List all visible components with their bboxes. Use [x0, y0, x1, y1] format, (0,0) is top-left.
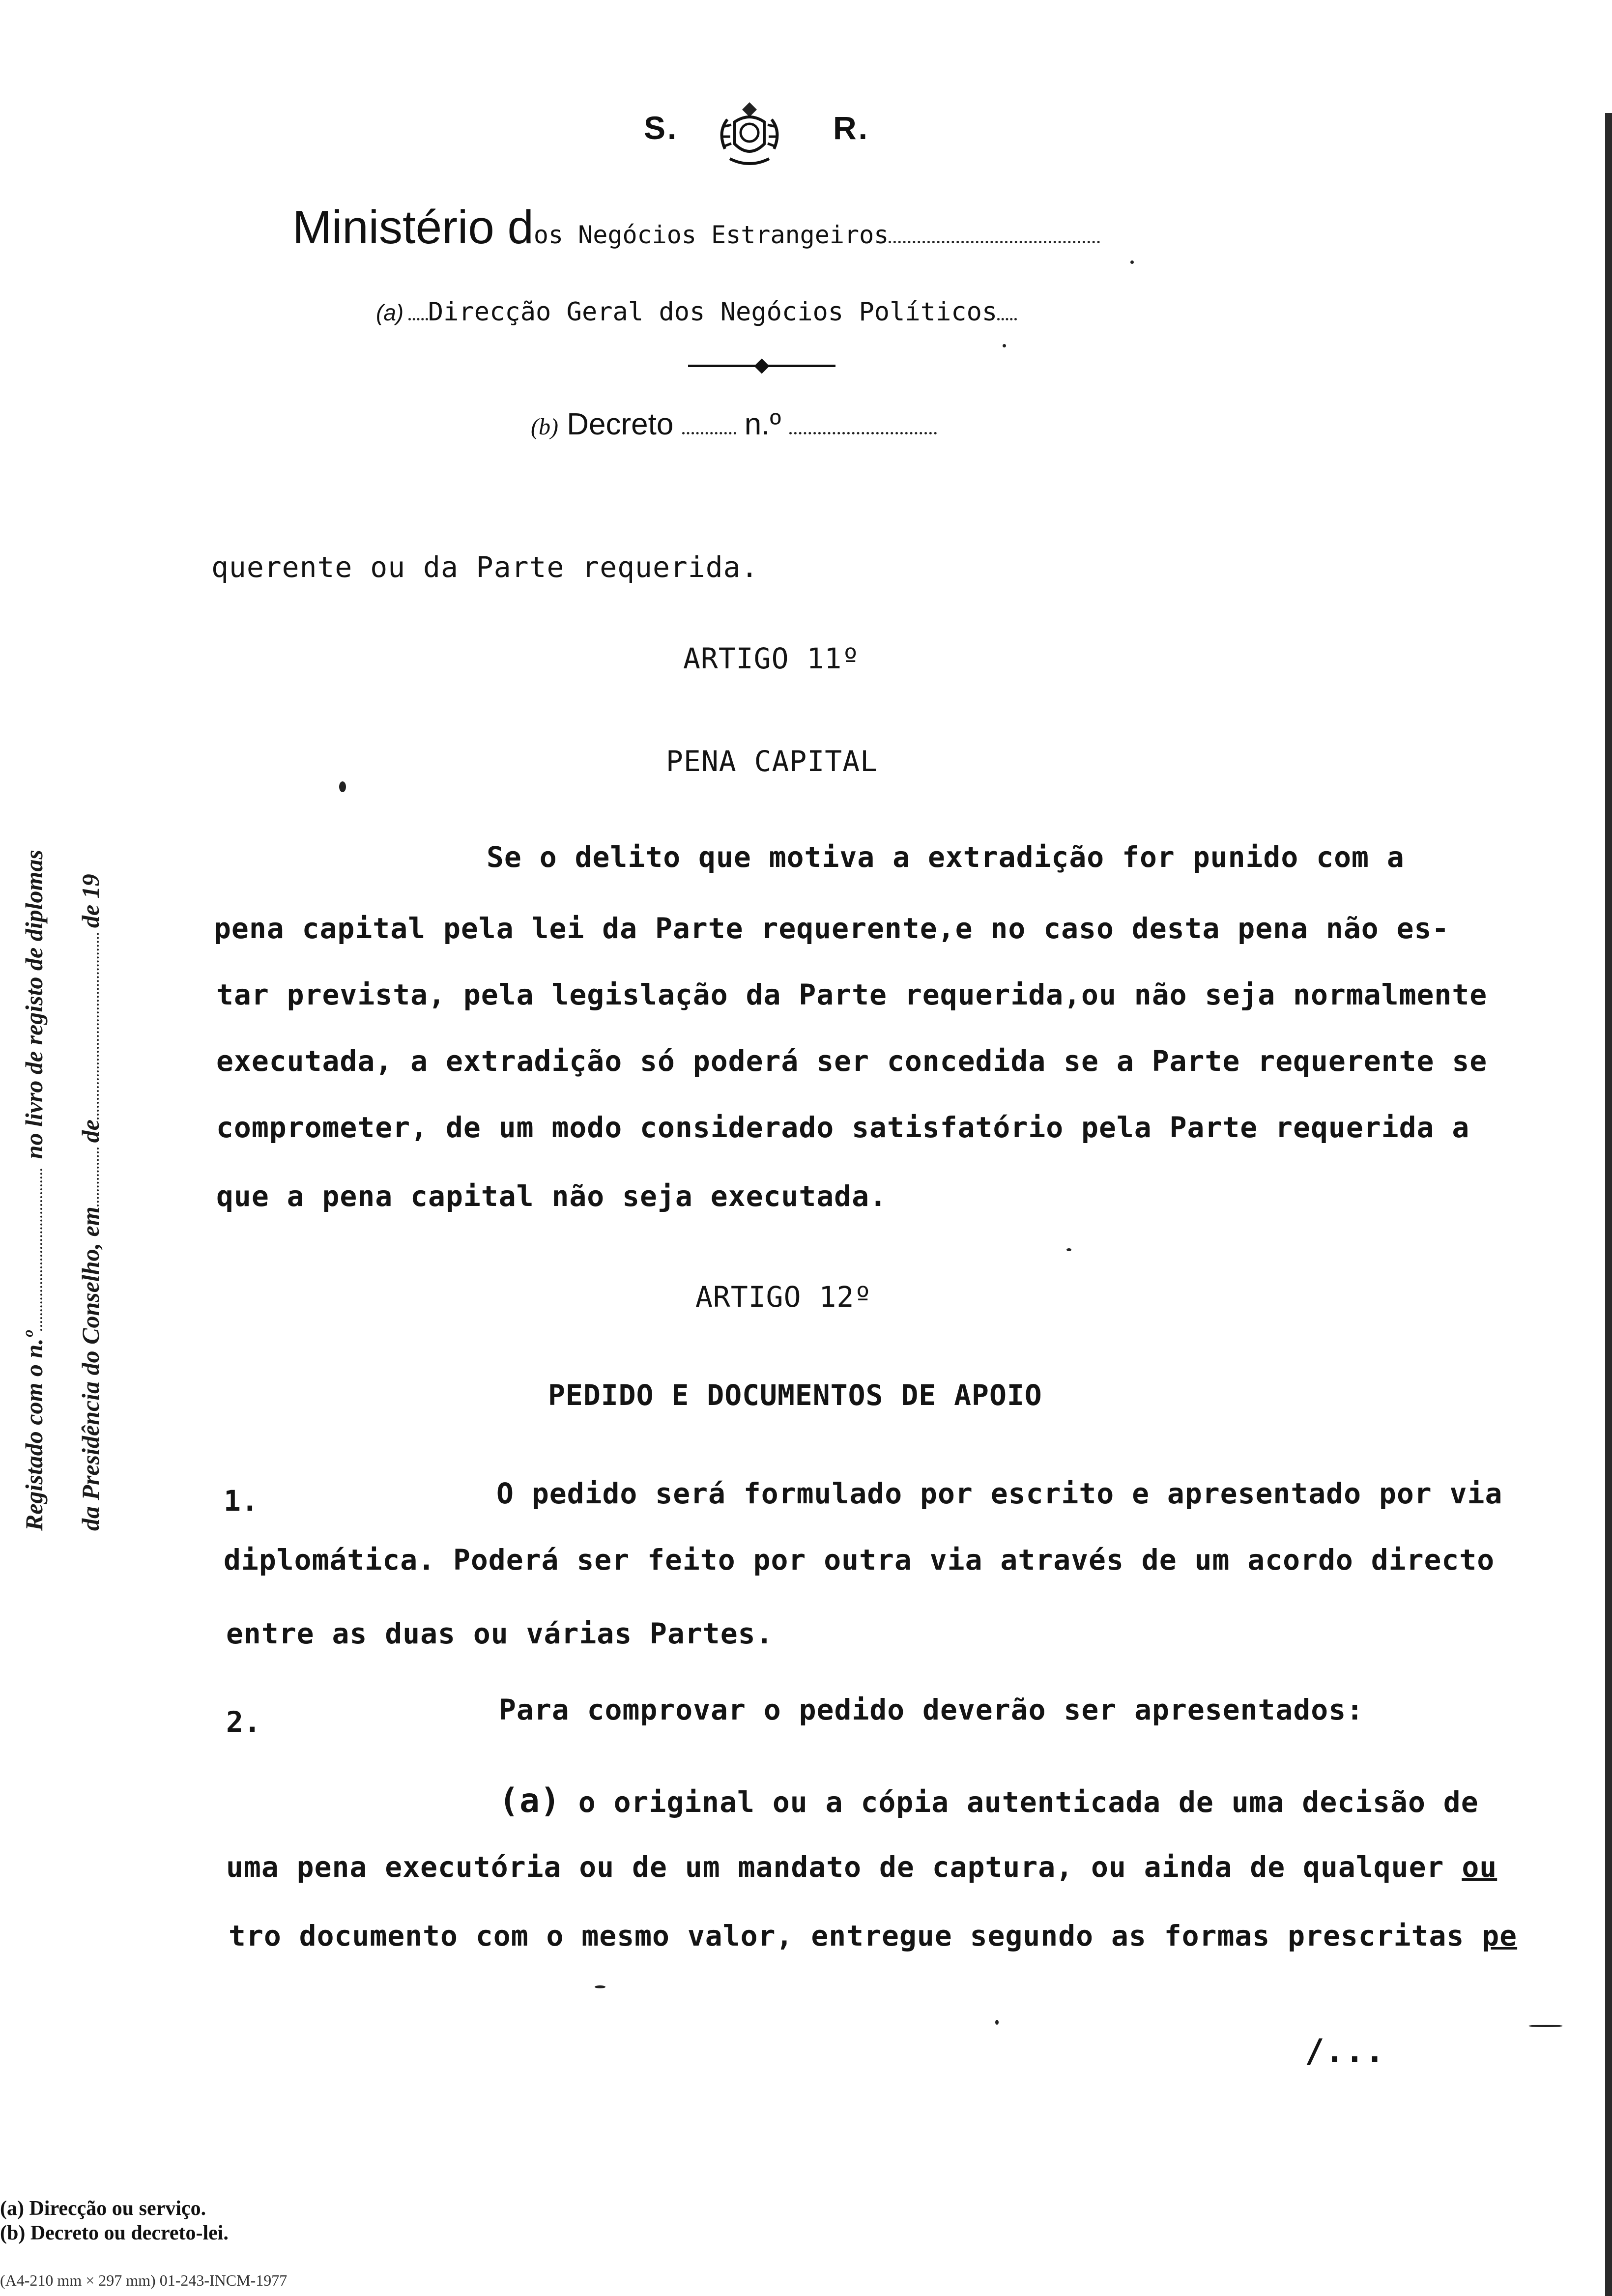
- divider-diamond: [754, 358, 769, 373]
- decree-line: [531, 407, 937, 442]
- decree-number-blank: [789, 432, 937, 434]
- item-2a-marker: (a): [499, 1781, 561, 1820]
- margin-note-line-1: [20, 850, 48, 1531]
- direction-dots-left: [408, 318, 428, 320]
- article-12-title: ARTIGO 12º: [695, 1280, 872, 1314]
- margin-note-book: no livro de registo de diplomas: [20, 850, 48, 1159]
- article-11-subtitle: PENA CAPITAL: [666, 745, 878, 778]
- direction-marker: (a): [376, 300, 404, 325]
- margin-note-month-blank: [97, 933, 99, 1119]
- item-2a-line-1: [499, 1781, 1479, 1820]
- print-code: (A4-210 mm × 297 mm) 01-243-INCM-1977: [0, 2271, 288, 2289]
- margin-note-line-2: [76, 874, 105, 1531]
- ministry-line: [292, 201, 1100, 255]
- item-2a-line-3-text: tro documento com o mesmo valor, entregue segundo as formas prescritas: [229, 1919, 1482, 1952]
- margin-note-registered: Registado com o n.º: [20, 1331, 48, 1531]
- scan-speck: [995, 2020, 999, 2025]
- article-12-subtitle: PEDIDO E DOCUMENTOS DE APOIO: [548, 1378, 1042, 1412]
- item-2-number: 2.: [226, 1705, 261, 1739]
- item-2a-line-2-underlined: ou: [1462, 1850, 1497, 1884]
- margin-note-presidency: da Presidência do Conselho, em: [77, 1206, 104, 1531]
- article-11-line-1: Se o delito que motiva a extradição for punido com a: [487, 840, 1405, 874]
- article-11-line-3: tar prevista, pela legislação da Parte requerida,ou não seja normalmente: [216, 978, 1488, 1011]
- item-2a-line-3-underlined: pe: [1482, 1919, 1518, 1952]
- margin-note-year: de 19: [77, 874, 104, 928]
- decree-number-label: n.º: [744, 407, 781, 441]
- item-2a-line-2: [226, 1850, 1497, 1884]
- ministry-dotted-line: [889, 241, 1100, 243]
- article-11-line-4: executada, a extradição só poderá ser concedida se a Parte requerente se: [216, 1044, 1488, 1078]
- scan-speck: [1066, 1248, 1071, 1251]
- decree-marker: (b): [531, 414, 558, 440]
- ministry-prefix: Ministério d: [292, 201, 534, 254]
- article-11-line-2: pena capital pela lei da Parte requerente,e no caso desta pena não es-: [214, 912, 1450, 945]
- scan-speck: [339, 781, 346, 792]
- item-1-line-2: diplomática. Poderá ser feito por outra via através de um acordo directo: [224, 1543, 1495, 1577]
- margin-note-day-blank: [97, 1148, 99, 1206]
- direction-dots-right: [997, 318, 1017, 320]
- article-11-line-6: que a pena capital não seja executada.: [216, 1179, 887, 1213]
- scan-speck: [595, 1985, 605, 1988]
- margin-registration-note: [20, 597, 143, 1531]
- footnote-b: (b) Decreto ou decreto-lei.: [0, 2222, 229, 2244]
- scan-speck: [1130, 260, 1134, 264]
- header-s-letter: S.: [644, 110, 679, 146]
- margin-note-of-1: de: [77, 1119, 104, 1143]
- scan-edge-shadow: [1605, 113, 1612, 2296]
- ministry-name: os Negócios Estrangeiros: [533, 221, 889, 249]
- item-2-intro: Para comprovar o pedido deverão ser apresentados:: [499, 1693, 1364, 1726]
- scan-speck: [1003, 344, 1006, 347]
- item-2a-line-2-text: uma pena executória ou de um mandato de captura, ou ainda de qualquer: [226, 1850, 1462, 1884]
- direction-line: [376, 297, 1017, 327]
- footnote-a: (a) Direcção ou serviço.: [0, 2197, 206, 2220]
- direction-name: Direcção Geral dos Negócios Políticos: [428, 297, 998, 327]
- header-r-letter: R.: [833, 110, 869, 146]
- item-1-number: 1.: [224, 1484, 259, 1518]
- item-2a-text: o original ou a cópia autenticada de uma decisão de: [578, 1785, 1479, 1819]
- continuation-mark: /...: [1305, 2032, 1385, 2070]
- decree-label: Decreto: [567, 407, 674, 441]
- carry-over-line: querente ou da Parte requerida.: [211, 550, 759, 584]
- article-11-line-5: comprometer, de um modo considerado satisfatório pela Parte requerida a: [216, 1111, 1470, 1144]
- article-11-title: ARTIGO 11º: [683, 642, 860, 675]
- coat-of-arms-emblem: [708, 92, 791, 171]
- item-1-line-3: entre as duas ou várias Partes.: [226, 1617, 774, 1650]
- item-2a-line-3: [229, 1919, 1517, 1952]
- scan-speck: [1528, 2025, 1563, 2027]
- margin-note-number-blank: [40, 1169, 42, 1331]
- decree-type-blank: [682, 432, 736, 434]
- item-1-line-1: O pedido será formulado por escrito e apresentado por via: [496, 1477, 1503, 1510]
